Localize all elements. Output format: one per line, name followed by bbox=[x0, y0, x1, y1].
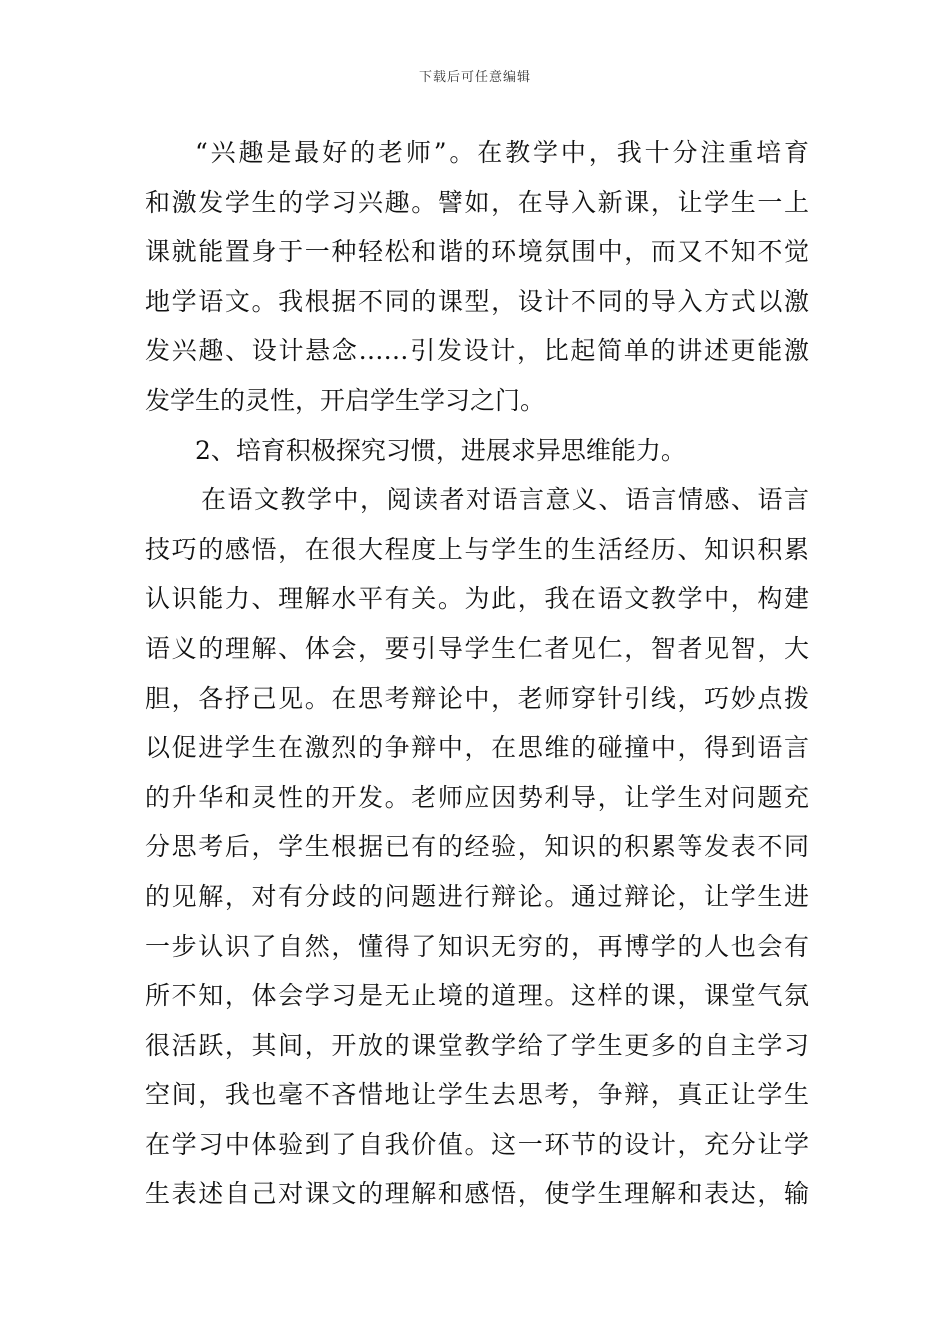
paragraph-line: 和激发学生的学习兴趣。譬如，在导入新课，让学生一上 bbox=[145, 187, 809, 217]
paragraph-line: 以促进学生在激烈的争辩中，在思维的碰撞中，得到语言 bbox=[145, 733, 809, 763]
paragraph-line: 分思考后，学生根据已有的经验，知识的积累等发表不同 bbox=[145, 832, 809, 862]
section-heading: 2、培育积极探究习惯，进展求异思维能力。 bbox=[195, 435, 686, 465]
paragraph-line: 生表述自己对课文的理解和感悟，使学生理解和表达，输 bbox=[145, 1179, 809, 1209]
paragraph-line: 胆，各抒己见。在思考辩论中，老师穿针引线，巧妙点拨 bbox=[145, 683, 809, 713]
paragraph-line: 很活跃，其间，开放的课堂教学给了学生更多的自主学习 bbox=[145, 1030, 809, 1060]
paragraph-line: 语义的理解、体会，要引导学生仁者见仁，智者见智，大 bbox=[145, 633, 809, 663]
paragraph-line: 课就能置身于一种轻松和谐的环境氛围中，而又不知不觉 bbox=[145, 237, 809, 267]
paragraph-line: 空间，我也毫不吝惜地让学生去思考，争辩，真正让学生 bbox=[145, 1080, 809, 1110]
paragraph-line: 的见解，对有分歧的问题进行辩论。通过辩论，让学生进 bbox=[145, 881, 809, 911]
paragraph-line: “兴趣是最好的老师”。在教学中，我十分注重培育 bbox=[195, 138, 809, 167]
paragraph-line: 所不知，体会学习是无止境的道理。这样的课，课堂气氛 bbox=[145, 981, 809, 1011]
paragraph-line: 在语文教学中，阅读者对语言意义、语言情感、语言 bbox=[201, 485, 809, 515]
paragraph-line: 一步认识了自然，懂得了知识无穷的，再博学的人也会有 bbox=[145, 931, 809, 961]
paragraph-line: 发兴趣、设计悬念……引发设计，比起简单的讲述更能激 bbox=[145, 336, 809, 366]
document-body bbox=[145, 128, 809, 1219]
page-header: 下载后可任意编辑 bbox=[418, 70, 531, 85]
paragraph-line: 发学生的灵性，开启学生学习之门。 bbox=[145, 385, 546, 415]
paragraph-line: 认识能力、理解水平有关。为此，我在语文教学中，构建 bbox=[145, 584, 809, 614]
paragraph-line: 地学语文。我根据不同的课型，设计不同的导入方式以激 bbox=[145, 286, 809, 316]
paragraph-line: 技巧的感悟，在很大程度上与学生的生活经历、知识积累 bbox=[145, 534, 809, 564]
paragraph-line: 在学习中体验到了自我价值。这一环节的设计，充分让学 bbox=[145, 1129, 809, 1159]
paragraph-line: 的升华和灵性的开发。老师应因势利导，让学生对问题充 bbox=[145, 782, 809, 812]
